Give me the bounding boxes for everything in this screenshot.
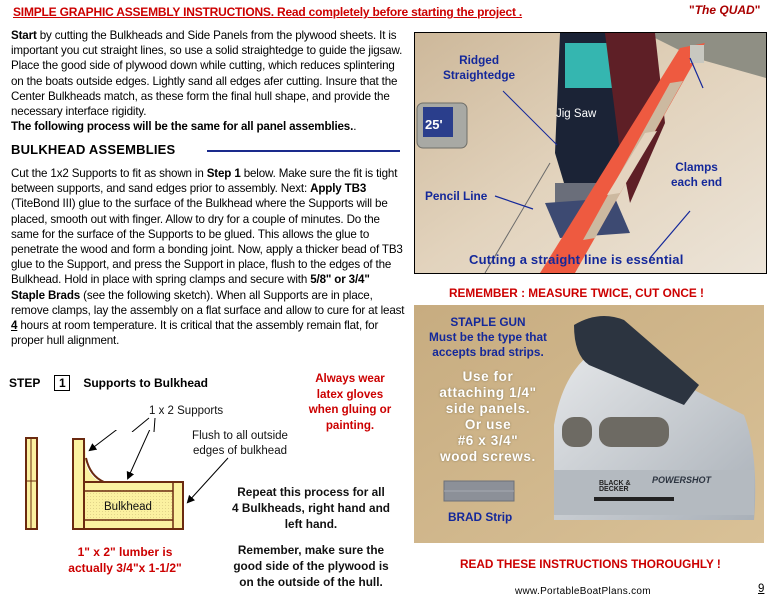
stapler-photo xyxy=(414,305,764,543)
quote-open: " xyxy=(689,3,695,17)
gloves-note xyxy=(300,371,400,433)
label-line: Use for xyxy=(462,369,514,384)
label-line: #6 x 3/4" xyxy=(457,433,519,448)
bulkhead-label: Bulkhead xyxy=(104,501,152,513)
quote-close: " xyxy=(754,3,761,17)
brad-strip-label: BRAD Strip xyxy=(448,510,513,524)
label-line: Flush to all outside xyxy=(192,430,288,442)
step-title: Supports to Bulkhead xyxy=(83,376,209,390)
text-run: below. Make sure the fit is tight between supports, and sand edges prior to assembly. Next: xyxy=(11,167,398,196)
note-line: actually 3/4"x 1-1/2" xyxy=(68,561,182,575)
straightedge-label xyxy=(443,53,515,83)
label-line: edges of bulkhead xyxy=(193,445,287,457)
step-heading xyxy=(9,375,208,391)
label-line: attaching 1/4" xyxy=(439,385,537,400)
brand-line-1: BLACK & xyxy=(599,480,631,487)
text-run: Cut the 1x2 Supports to fit as shown in xyxy=(11,167,207,180)
label-line: STAPLE GUN xyxy=(450,315,526,329)
arrow-stubs xyxy=(125,416,160,432)
heading-rule xyxy=(207,150,400,152)
arrow-flush xyxy=(188,458,228,502)
label-line: Or use xyxy=(464,417,512,432)
page-number: 9 xyxy=(758,583,765,595)
label-line: Straightedge xyxy=(443,68,516,82)
note-line: Repeat this process for all xyxy=(237,485,385,499)
note-line: Remember, make sure the xyxy=(237,543,385,557)
model-label: POWERSHOT xyxy=(652,475,712,485)
measure-note: REMEMBER : MEASURE TWICE, CUT ONCE ! xyxy=(449,286,704,300)
note-line: good side of the plywood is xyxy=(233,559,389,573)
label-line: Clamps xyxy=(675,160,718,174)
label-line: Ridged xyxy=(459,53,500,67)
label-line: wood screws. xyxy=(440,449,536,464)
intro-closing: The following process will be the same for all panel assemblies. xyxy=(11,120,354,134)
project-name xyxy=(689,3,760,17)
note-line: left hand. xyxy=(284,517,338,531)
remember-note xyxy=(226,542,396,590)
bulkhead-paragraph xyxy=(11,166,406,348)
section-heading: BULKHEAD ASSEMBLIES xyxy=(11,142,176,157)
lumber-note xyxy=(60,544,190,576)
step-ref: Step 1 xyxy=(206,167,241,180)
note-line: painting. xyxy=(325,418,375,432)
note-line: Always wear xyxy=(315,372,385,385)
intro-closing-tail: . xyxy=(353,120,357,134)
tape-measure xyxy=(417,103,467,148)
read-note: READ THESE INSTRUCTIONS THOROUGHLY ! xyxy=(460,557,721,571)
text-run: (see the following sketch). When all Supports are in place, remove clamps, lay the assembly on a flat surface and allow to cure for at least xyxy=(11,288,405,317)
bulkhead-sketch xyxy=(0,430,230,540)
brand-line-2: DECKER xyxy=(599,486,629,493)
intro-paragraph xyxy=(11,28,406,134)
supports-label: 1 x 2 Supports xyxy=(149,405,224,417)
cure-hours: 4 xyxy=(11,319,18,333)
pencil-line-label: Pencil Line xyxy=(425,189,488,203)
tape-label: 25' xyxy=(425,117,443,132)
text-run: hours at room temperature. It is critical that the assembly remain flat, for proper hull alignment. xyxy=(11,319,379,348)
website-link[interactable]: www.PortableBoatPlans.com xyxy=(515,586,651,597)
arrow-support-vertical xyxy=(90,430,132,450)
intro-body: by cutting the Bulkheads and Side Panels from the plywood sheets. It is important you cut straight lines, so use a solid straightedge to guide the jigsaw. Place the good side of plywood down while cutting, which reduces splintering on the boats outside edges. Lightly sand all edges afer cutting. Insure that the Center Bulkheads match, as these form the final hull shape, and provide the necessary interface rigidity. xyxy=(11,29,403,119)
step-number-box: 1 xyxy=(54,375,70,391)
arrow-support-horizontal xyxy=(128,430,155,478)
note-line: 4 Bulkheads, right hand and xyxy=(232,501,390,515)
brad-strip xyxy=(444,481,514,501)
text-run: (TiteBond III) glue to the surface of the Bulkhead where the Supports will be placed, smooth out with finger. Allow to dry for a couple of minutes. Do the same for the surface of the Supports to be glued. This allows the glue to penetrate the wood and form a bonding joint. Now, apply a thicker bead of TB3 glue to the Support, and press the Support in place, flush to the edges of the Bulkhead. Hold in place with spring clamps and secure with xyxy=(11,197,403,287)
step-label: STEP xyxy=(9,376,41,390)
note-line: 1" x 2" lumber is xyxy=(77,545,173,559)
note-line: when gluing or xyxy=(308,403,392,416)
jigsaw-label: Jig Saw xyxy=(556,108,597,120)
bulkhead-assembly xyxy=(73,439,183,529)
staple-gun-label xyxy=(426,315,550,360)
support-edge-view xyxy=(26,438,37,529)
label-line: side panels. xyxy=(445,401,531,416)
label-line: each end xyxy=(671,175,723,189)
usage-label xyxy=(426,369,550,465)
glue-ref: Apply TB3 xyxy=(310,182,367,196)
label-line: accepts brad strips. xyxy=(432,345,544,359)
label-line: Must be the type that xyxy=(429,330,547,344)
note-line: on the outside of the hull. xyxy=(239,575,383,589)
brad-ref: 5/8" or 3/4" Staple Brads xyxy=(11,273,370,302)
repeat-note xyxy=(226,484,396,532)
clamps-label xyxy=(671,160,722,190)
intro-lead: Start xyxy=(11,29,37,42)
jigsaw-photo xyxy=(414,32,767,274)
note-line: latex gloves xyxy=(316,387,384,401)
project-name-text: The QUAD xyxy=(694,3,755,17)
photo-caption: Cutting a straight line is essential xyxy=(469,252,684,267)
page-title: SIMPLE GRAPHIC ASSEMBLY INSTRUCTIONS. Read completely before starting the project . xyxy=(13,5,523,19)
